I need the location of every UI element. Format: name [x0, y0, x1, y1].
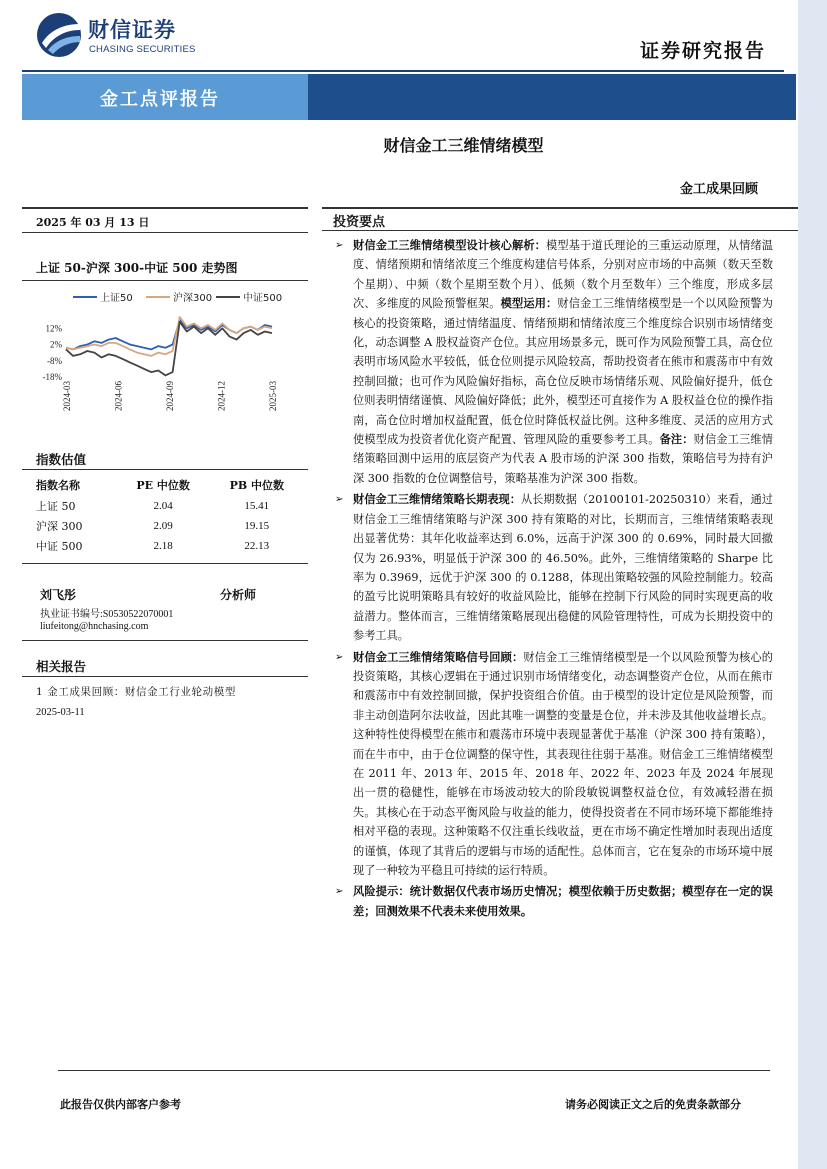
y-tick-label: 2% — [50, 339, 62, 350]
key-point-item — [333, 236, 773, 488]
valuation-title: 指数估值 — [36, 452, 87, 467]
related-divider — [22, 676, 308, 677]
chart-title-divider — [22, 280, 308, 281]
analyst-role: 分析师 — [220, 588, 257, 602]
arrow-bullet-icon: ➢ — [335, 651, 344, 663]
report-category: 金工点评报告 — [100, 89, 220, 110]
column-header: PB 中位数 — [229, 479, 284, 492]
pe-cell: 2.18 — [153, 540, 173, 552]
legend-label: 上证50 — [100, 293, 133, 304]
chart-title: 上证 50-沪深 300-中证 500 走势图 — [36, 261, 238, 275]
header-divider — [22, 70, 784, 72]
report-subtitle: 金工成果回顾 — [680, 182, 759, 197]
y-tick-label: -18% — [42, 372, 62, 382]
key-point-item — [333, 882, 773, 921]
page-side-strip — [798, 0, 827, 1169]
analyst-certificate: 执业证书编号:S0530522070001 — [40, 609, 174, 620]
column-header: 指数名称 — [36, 479, 80, 492]
x-tick-label: 2025-03 — [268, 381, 278, 411]
key-points-title: 投资要点 — [333, 215, 386, 230]
legend-label: 沪深300 — [173, 293, 213, 304]
index-trend-chart — [28, 285, 308, 425]
key-point-text: 财信金工三维情绪模型是一个以风险预警为核心的投资策略，其核心逻辑在于通过识别市场情绪变化，动态调整资产仓位，从而在熊市和震荡市中有效控制回撤，保护投资组合价值。由于模型的设计定位是风险预警，而非主动创造阿尔法收益，因此其唯一调整的变量是仓位，并未涉及其他收益增长点。这种特性使得模型在熊市和震荡市环境中表现显著优于基准（沪深 300 持有策略），而在牛市中，由于仓位调整的保守性，其表现往往弱于基准。财信金工三维情绪模型在 2011 年、2013 年、2015 年、2018 年、2022 年、2023 年及 2024 年展现出一贯的稳健性，能够在市场波动较大的阶段敏锐调整权益仓位，有效减轻潜在损失。其核心在于动态平衡风险与收益的能力，使得投资者在不同市场环境下都能维持相对平稳的表现。这种策略不仅注重长线收益，更在市场不确定性增加时表现出适度的谨慎，体现了其背后的逻辑与市场的适配性。总体而言，它在复杂的市场环境中展现了一种较为平稳且可持续的运行特质。 — [353, 650, 773, 877]
x-tick-label: 2024-06 — [113, 381, 124, 411]
logo-chinese-name: 财信证券 — [88, 18, 176, 42]
footer-notice: 此报告仅供内部客户参考 — [60, 1098, 181, 1111]
table-header-row — [36, 474, 304, 496]
key-point-text: 财信金工三维情绪模型是一个以风险预警为核心的投资策略，通过情绪温度、情绪预期和情绪浓度三个维度综合识别市场情绪变化，动态调整 A 股权益资产仓位。其应用场景多元，既可作为风险预警工具，高仓位表明市场风险水平较低，低仓位则提示风险较高，帮助投资者在熊市和震荡市中有效控制回撤；也可作为风险偏好指标，高仓位反映市场情绪乐观、风险偏好提升，低仓位则表明情绪谨慎、风险偏好降低；此外，模型还可直接作为 A 股权益仓位的操作指南，高仓位时增加权益配置，低仓位时降低权益比例。这种多维度、灵活的应用方式使模型成为投资者优化资产配置、管理风险的重要参考工具。 — [353, 297, 773, 447]
valuation-table — [36, 474, 304, 556]
arrow-bullet-icon: ➢ — [335, 494, 344, 506]
table-row — [36, 536, 304, 556]
related-reports-title: 相关报告 — [36, 659, 87, 674]
index-name-cell: 上证 50 — [36, 500, 76, 513]
date-divider — [22, 232, 308, 233]
pb-cell: 15.41 — [244, 500, 270, 512]
key-point-text: 财信金工三维情绪策略回测中运用的底层资产为代表 A 股市场的沪深 300 指数，策略信号为持有沪深 300 指数的仓位调整信号，策略基准为沪深 300 指数。 — [353, 433, 773, 485]
key-point-heading: 财信金工三维情绪策略长期表现： — [353, 492, 521, 507]
pb-cell: 19.15 — [244, 520, 270, 532]
related-report-date: 2025-03-11 — [36, 707, 85, 718]
left-top-rule — [22, 207, 308, 209]
key-point-heading: 备注： — [659, 432, 694, 447]
analyst-name: 刘飞彤 — [40, 588, 77, 602]
key-point-heading: 财信金工三维情绪策略信号回顾： — [353, 649, 524, 664]
analyst-email[interactable]: liufeitong@hnchasing.com — [40, 621, 149, 632]
key-point-item — [333, 648, 773, 881]
table-row — [36, 496, 304, 516]
footer-disclaimer: 请务必阅读正文之后的免责条款部分 — [565, 1098, 741, 1111]
y-tick-label: 12% — [45, 323, 62, 334]
legend-label: 中证500 — [243, 293, 283, 304]
x-tick-label: 2024-09 — [165, 381, 175, 411]
related-report-link[interactable]: 1 金工成果回顾：财信金工行业轮动模型 — [36, 686, 236, 698]
x-tick-label: 2024-03 — [62, 381, 72, 411]
pe-cell: 2.09 — [153, 520, 173, 532]
document-type: 证券研究报告 — [640, 40, 767, 62]
analyst-divider — [22, 640, 308, 641]
report-date: 2025 年 03 月 13 日 — [36, 216, 150, 229]
key-point-heading: 风险提示：统计数据仅代表市场历史情况；模型依赖于历史数据；模型存在一定的误差；回测效果不代表未来使用效果。 — [353, 884, 773, 918]
footer-divider — [58, 1070, 770, 1071]
pb-cell: 22.13 — [244, 540, 270, 552]
table-bottom-rule — [22, 563, 308, 564]
logo-english-name: CHASING SECURITIES — [89, 44, 196, 55]
y-tick-label: -8% — [47, 355, 62, 366]
key-points-list — [333, 236, 773, 921]
pe-cell: 2.04 — [153, 500, 173, 512]
key-point-item — [333, 490, 773, 645]
banner-right — [308, 74, 796, 120]
company-logo-icon — [36, 12, 82, 58]
x-tick-label: 2024-12 — [216, 381, 227, 411]
table-row — [36, 516, 304, 536]
right-top-rule — [322, 207, 798, 209]
key-point-heading: 模型运用： — [500, 296, 558, 311]
index-name-cell: 沪深 300 — [36, 520, 83, 533]
key-point-text: 从长期数据（20100101-20250310）来看，通过财信金工三维情绪策略与沪深 300 持有策略的对比，长期而言，三维情绪策略表现出显著优势：其年化收益率达到 6.0%，远高于沪深 300 的 0.69%，同时最大回撤仅为 26.93%，明显低于沪深 300 的 46.50%。此外，三维情绪策略的 Sharpe 比率为 0.3969，远优于沪深 300 的 0.1288，体现出策略较强的风险控制能力。较高的盈亏比说明策略具有较好的收益风险比，能够在控制下行风险的同时实现更高的收益潜力。整体而言，三维情绪策略展现出稳健的风险管理特性，可成为长期投资中的参考工具。 — [353, 493, 773, 643]
key-points-divider — [322, 230, 798, 231]
arrow-bullet-icon: ➢ — [335, 240, 344, 251]
report-title: 财信金工三维情绪模型 — [383, 136, 544, 155]
column-header: PE 中位数 — [136, 479, 190, 492]
valuation-divider — [22, 469, 308, 470]
arrow-bullet-icon: ➢ — [335, 886, 344, 898]
index-name-cell: 中证 500 — [36, 540, 83, 553]
key-point-text: 模型基于道氏理论的三重运动原理，从情绪温度、情绪预期和情绪浓度三个维度构建信号体系，分别对应市场的中高频（数天至数个星期）、中频（数个星期至数个月）、低频（数个月至数年）三个维度，形成多层次、多维度的风险预警框架。 — [353, 239, 773, 311]
key-point-heading: 财信金工三维情绪模型设计核心解析： — [353, 238, 547, 252]
